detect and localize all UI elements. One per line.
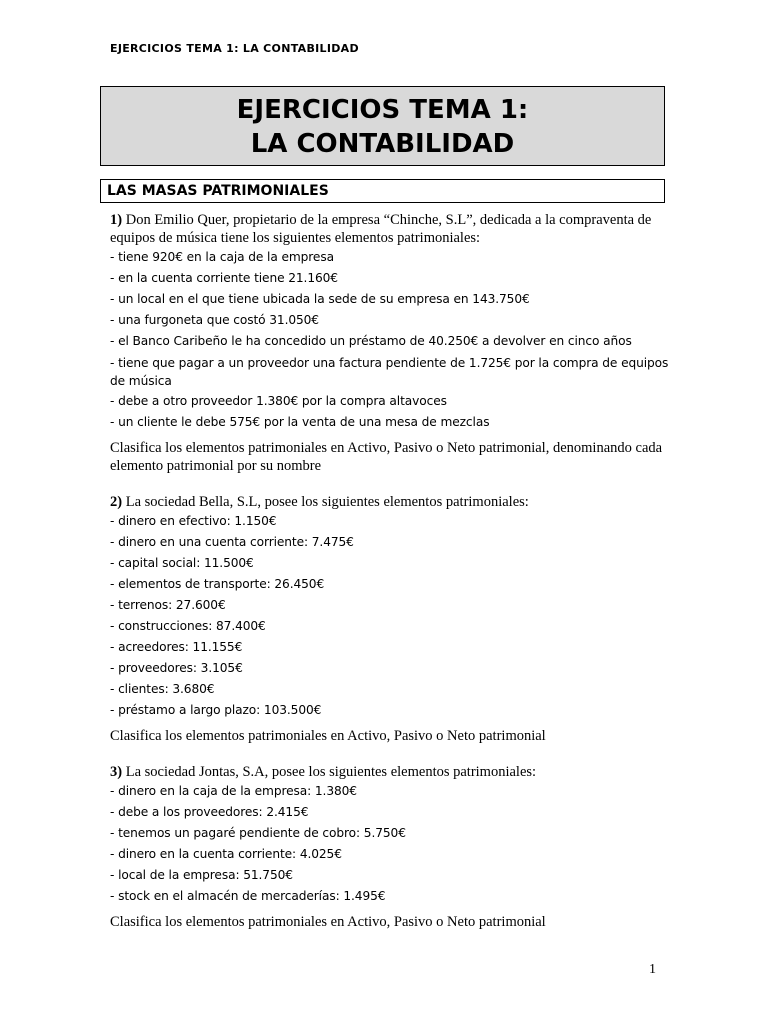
list-item: - una furgoneta que costó 31.050€ bbox=[110, 313, 319, 327]
exercise-intro-text: La sociedad Bella, S.L, posee los siguientes elementos patrimoniales: bbox=[122, 494, 529, 510]
exercise-intro-text: Don Emilio Quer, propietario de la empresa “Chinche, S.L”, dedicada a la compraventa de equipos de música tiene los siguientes elementos patrimoniales: bbox=[110, 212, 652, 246]
list-item: - debe a los proveedores: 2.415€ bbox=[110, 805, 309, 819]
exercise-intro bbox=[110, 763, 670, 781]
list-item: - local de la empresa: 51.750€ bbox=[110, 868, 293, 882]
exercise-instruction: Clasifica los elementos patrimoniales en Activo, Pasivo o Neto patrimonial bbox=[110, 914, 546, 930]
list-item: - el Banco Caribeño le ha concedido un préstamo de 40.250€ a devolver en cinco años bbox=[110, 334, 632, 348]
exercise-number: 1) bbox=[110, 212, 123, 228]
list-item: - capital social: 11.500€ bbox=[110, 556, 254, 570]
title-line-2: LA CONTABILIDAD bbox=[250, 129, 515, 159]
exercise-number: 2) bbox=[110, 494, 123, 510]
section-heading: LAS MASAS PATRIMONIALES bbox=[100, 179, 665, 203]
list-item: - terrenos: 27.600€ bbox=[110, 598, 226, 612]
list-item: - un local en el que tiene ubicada la sede de su empresa en 143.750€ bbox=[110, 292, 530, 306]
exercise-intro bbox=[110, 493, 670, 511]
exercise-2 bbox=[110, 493, 670, 745]
list-item: - préstamo a largo plazo: 103.500€ bbox=[110, 703, 322, 717]
running-header: EJERCICIOS TEMA 1: LA CONTABILIDAD bbox=[110, 42, 359, 55]
exercise-list bbox=[110, 211, 670, 931]
list-item: - dinero en la caja de la empresa: 1.380€ bbox=[110, 784, 357, 798]
list-item: - construcciones: 87.400€ bbox=[110, 619, 266, 633]
list-item: - elementos de transporte: 26.450€ bbox=[110, 577, 325, 591]
list-item: - tenemos un pagaré pendiente de cobro: 5.750€ bbox=[110, 826, 406, 840]
list-item: - debe a otro proveedor 1.380€ por la compra altavoces bbox=[110, 394, 447, 408]
exercise-intro bbox=[110, 211, 670, 247]
exercise-1 bbox=[110, 211, 670, 475]
exercise-number: 3) bbox=[110, 764, 123, 780]
list-item: - un cliente le debe 575€ por la venta de una mesa de mezclas bbox=[110, 415, 490, 429]
title-box bbox=[100, 86, 665, 166]
exercise-intro-text: La sociedad Jontas, S.A, posee los siguientes elementos patrimoniales: bbox=[122, 764, 537, 780]
list-item: - stock en el almacén de mercaderías: 1.495€ bbox=[110, 889, 386, 903]
title-line-1: EJERCICIOS TEMA 1: bbox=[236, 95, 529, 125]
page-number: 1 bbox=[649, 962, 656, 977]
list-item: - en la cuenta corriente tiene 21.160€ bbox=[110, 271, 338, 285]
list-item: - tiene que pagar a un proveedor una factura pendiente de 1.725€ por la compra de equipos de música bbox=[110, 356, 669, 388]
list-item: - dinero en efectivo: 1.150€ bbox=[110, 514, 277, 528]
exercise-instruction: Clasifica los elementos patrimoniales en Activo, Pasivo o Neto patrimonial, denominando cada elemento patrimonial por su nombre bbox=[110, 440, 663, 474]
list-item: - clientes: 3.680€ bbox=[110, 682, 215, 696]
list-item: - proveedores: 3.105€ bbox=[110, 661, 243, 675]
list-item: - tiene 920€ en la caja de la empresa bbox=[110, 250, 334, 264]
exercise-3 bbox=[110, 763, 670, 931]
list-item: - acreedores: 11.155€ bbox=[110, 640, 243, 654]
list-item: - dinero en la cuenta corriente: 4.025€ bbox=[110, 847, 342, 861]
exercise-instruction: Clasifica los elementos patrimoniales en Activo, Pasivo o Neto patrimonial bbox=[110, 728, 546, 744]
list-item: - dinero en una cuenta corriente: 7.475€ bbox=[110, 535, 354, 549]
